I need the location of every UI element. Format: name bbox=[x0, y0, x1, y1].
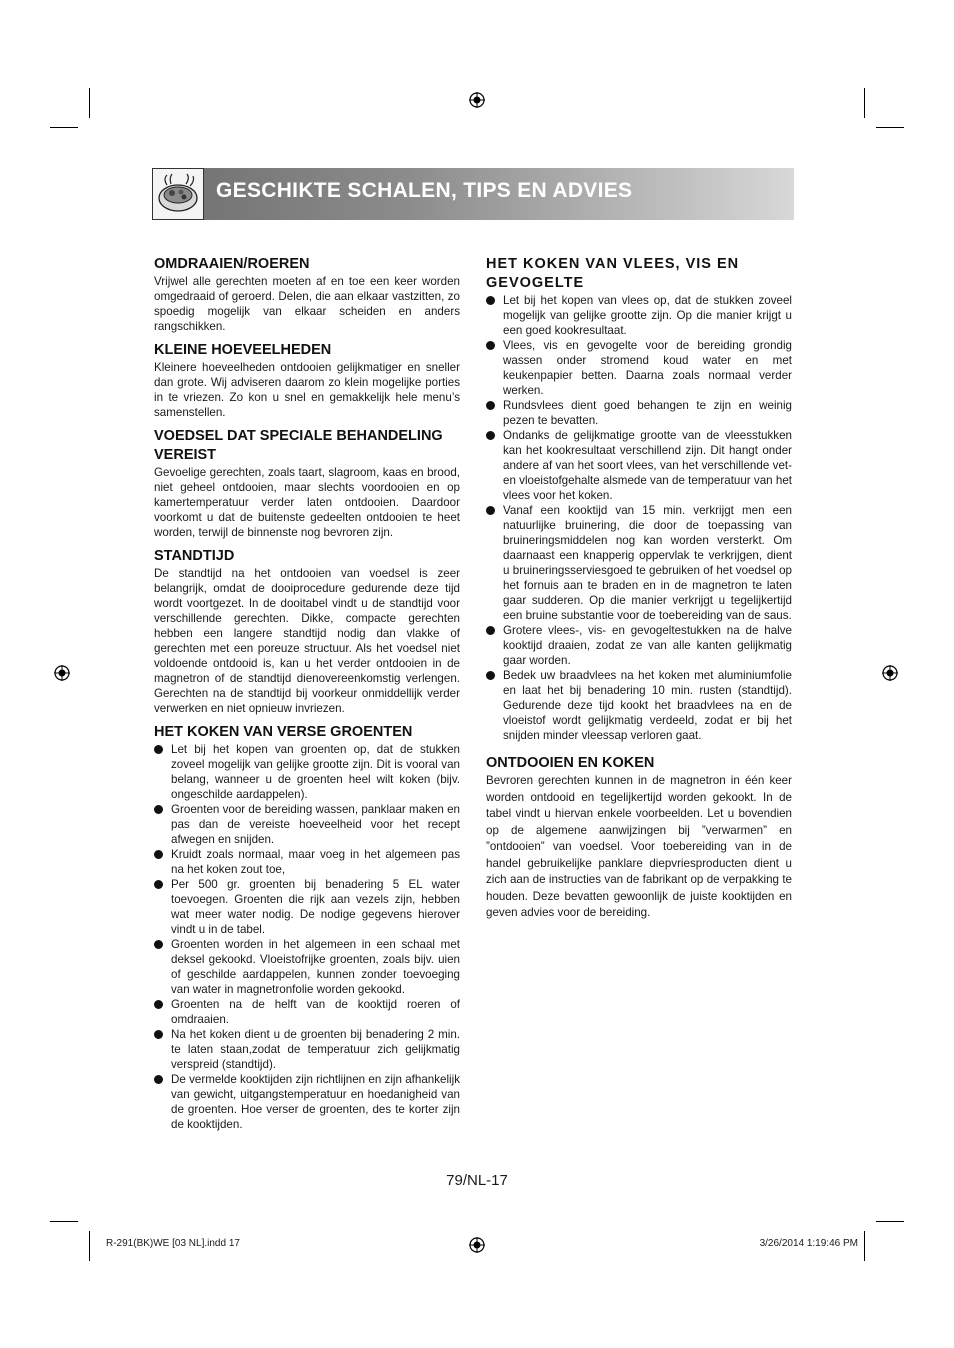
section-banner bbox=[152, 168, 794, 220]
crop-mark bbox=[876, 127, 904, 128]
list-item: Vanaf een kooktijd van 15 min. verkrijgt men een natuurlijke bruinering, die door de toepassing van bruineringsmiddelen nog kan worden versterkt. Om daarnaast een knapperig oppervlak te verkrijgen, dient u bruineringsserviesgoed te gebruiken of het voedsel op het fornuis aan te braden en in de magnetron te laten gaar sudderen. Op die manier verkrijgt u tegelijkertijd een bruine substantie voor de toebereiding van de saus. bbox=[486, 503, 792, 623]
list-item: Bedek uw braadvlees na het koken met aluminiumfolie en laat het bij benadering 10 min. rusten (standtijd). Gedurende deze tijd kookt het braadvlees na en de vloeistof wordt gelijkmatig verdeeld, zodat er bij het snijden minder vleessap verloren gaat. bbox=[486, 668, 792, 743]
section-heading: OMDRAAIEN/ROEREN bbox=[154, 256, 310, 272]
section-heading: HET KOKEN VAN VERSE GROENTEN bbox=[154, 724, 413, 740]
registration-mark-icon bbox=[469, 92, 485, 108]
list-item: Groenten na de helft van de kooktijd roeren of omdraaien. bbox=[154, 997, 460, 1027]
list-item: Rundsvlees dient goed behangen te zijn en weinig pezen te bevatten. bbox=[486, 398, 792, 428]
bullet-list bbox=[154, 742, 460, 1132]
crop-mark bbox=[864, 1231, 865, 1261]
list-item: Kruidt zoals normaal, maar voeg in het algemeen pas na het koken zout toe, bbox=[154, 847, 460, 877]
section-body: Vrijwel alle gerechten moeten af en toe een keer worden omgedraaid of geroerd. Delen, die aan elkaar vastzitten, zo spoedig mogelijk van elkaar scheiden en anders rangschikken. bbox=[154, 275, 460, 333]
right-column bbox=[486, 252, 792, 926]
bullet-list bbox=[486, 293, 792, 743]
footer-timestamp: 3/26/2014 1:19:46 PM bbox=[759, 1238, 858, 1249]
list-item: Ondanks de gelijkmatige grootte van de vleesstukken kan het kookresultaat verschillend zijn. Dit hangt onder andere af van het soort vlees, van het verschillende vet- en vloeistofgehalte alsmede van de temperatuur van het vlees voor het koken. bbox=[486, 428, 792, 503]
crop-mark bbox=[89, 1231, 90, 1261]
crop-mark bbox=[864, 88, 865, 118]
crop-mark bbox=[89, 88, 90, 118]
registration-mark-icon bbox=[469, 1237, 485, 1253]
list-item: Groenten worden in het algemeen in een schaal met deksel gekookd. Vloeistofrijke groenten, zoals bijv. uien of geschilde aardappelen, kunnen zonder toevoeging van water in magnetronfolie worden gekookd. bbox=[154, 937, 460, 997]
section-heading: STANDTIJD bbox=[154, 548, 235, 564]
section-heading: HET KOKEN VAN VLEES, VIS EN GEVOGELTE bbox=[486, 256, 740, 291]
section-heading: VOEDSEL DAT SPECIALE BEHANDELING VEREIST bbox=[154, 428, 443, 463]
section-heading: ONTDOOIEN EN KOKEN bbox=[486, 755, 655, 771]
section-body: Bevroren gerechten kunnen in de magnetron in één keer worden ontdooid en tegelijkertijd worden gekookt. In de tabel vindt u hiervan enkele voorbeelden. Let u bovendien op de algemene aanwijzingen bij ”verwarmen” en ”ontdooien” van voedsel. Voor toebereiding van in de handel gebruikelijke panklare diepvriesproducten dient u zich aan de instructies van de fabrikant op de verpakking te houden. Deze bevatten gewoonlijk de juiste kooktijden en geven advies voor de bereiding. bbox=[486, 774, 792, 919]
registration-mark-icon bbox=[54, 665, 70, 681]
crop-mark bbox=[50, 127, 78, 128]
page-title: GESCHIKTE SCHALEN, TIPS EN ADVIES bbox=[216, 179, 633, 202]
section-body: Gevoelige gerechten, zoals taart, slagroom, kaas en brood, niet geheel ontdooien, maar slechts voordooien en op kamertemperatuur verder laten ontdooien. Daardoor voorkomt u dat de buitenste gedeelten ontdooien te heet worden, terwijl de binnenste nog bevroren zijn. bbox=[154, 466, 460, 539]
list-item: Groenten voor de bereiding wassen, panklaar maken en pas dan de vereiste hoeveelheid voor het recept afwegen en snijden. bbox=[154, 802, 460, 847]
food-dish-icon bbox=[152, 168, 204, 220]
registration-mark-icon bbox=[882, 665, 898, 681]
left-column bbox=[154, 252, 460, 1136]
list-item: Vlees, vis en gevogelte voor de bereiding grondig wassen onder stromend koud water en met keukenpapier betten. Daarna zoals normaal verder werken. bbox=[486, 338, 792, 398]
section-body: Kleinere hoeveelheden ontdooien gelijkmatiger en sneller dan grote. Wij adviseren daarom zo klein mogelijke porties in te vriezen. Zo kon u snel en gemakkelijk hele menu’s samenstellen. bbox=[154, 361, 460, 419]
list-item: Let bij het kopen van vlees op, dat de stukken zoveel mogelijk van gelijke grootte zijn. Op die manier krijgt u een goed kookresultaat. bbox=[486, 293, 792, 338]
footer-filename: R-291(BK)WE [03 NL].indd 17 bbox=[106, 1238, 240, 1249]
crop-mark bbox=[876, 1221, 904, 1222]
page-number: 79/NL-17 bbox=[446, 1172, 508, 1189]
list-item: Na het koken dient u de groenten bij benadering 2 min. te laten staan,zodat de temperatuur zich gelijkmatig verspreid (standtijd). bbox=[154, 1027, 460, 1072]
list-item: Grotere vlees-, vis- en gevogeltestukken na de halve kooktijd draaien, zodat ze van alle kanten gelijkmatig gaar worden. bbox=[486, 623, 792, 668]
list-item: De vermelde kooktijden zijn richtlijnen en zijn afhankelijk van gewicht, uitgangstemperatuur en hoedanigheid van de groenten. Hoe verser de groenten, des te korter zijn de kooktijden. bbox=[154, 1072, 460, 1132]
list-item: Per 500 gr. groenten bij benadering 5 EL water toevoegen. Groenten die rijk aan vezels zijn, hebben wat meer water nodig. De nodige gegevens hierover vindt u in de tabel. bbox=[154, 877, 460, 937]
section-body: De standtijd na het ontdooien van voedsel is zeer belangrijk, omdat de dooiprocedure gedurende deze tijd wordt voortgezet. In de dooitabel vindt u de standtijd voor verschillende gerechten. Dikke, compacte gerechten hebben een langere standtijd nodig dan vlakke of gerechten met een poreuze structuur. Als het voedsel niet voldoende ontdooid is, kan u het verder ontdooien in de magnetron of de standtijd dienovereenkomstig verlengen. Gerechten na de standtijd bij voorkeur onmiddellijk verder verwerken en niet opnieuw invriezen. bbox=[154, 567, 460, 715]
section-heading: KLEINE HOEVEELHEDEN bbox=[154, 342, 332, 358]
crop-mark bbox=[50, 1221, 78, 1222]
list-item: Let bij het kopen van groenten op, dat de stukken zoveel mogelijk van gelijke grootte zijn. Dit is vooral van belang, wanneer u de groenten heel wilt koken (bijv. ongeschilde aardappelen). bbox=[154, 742, 460, 802]
